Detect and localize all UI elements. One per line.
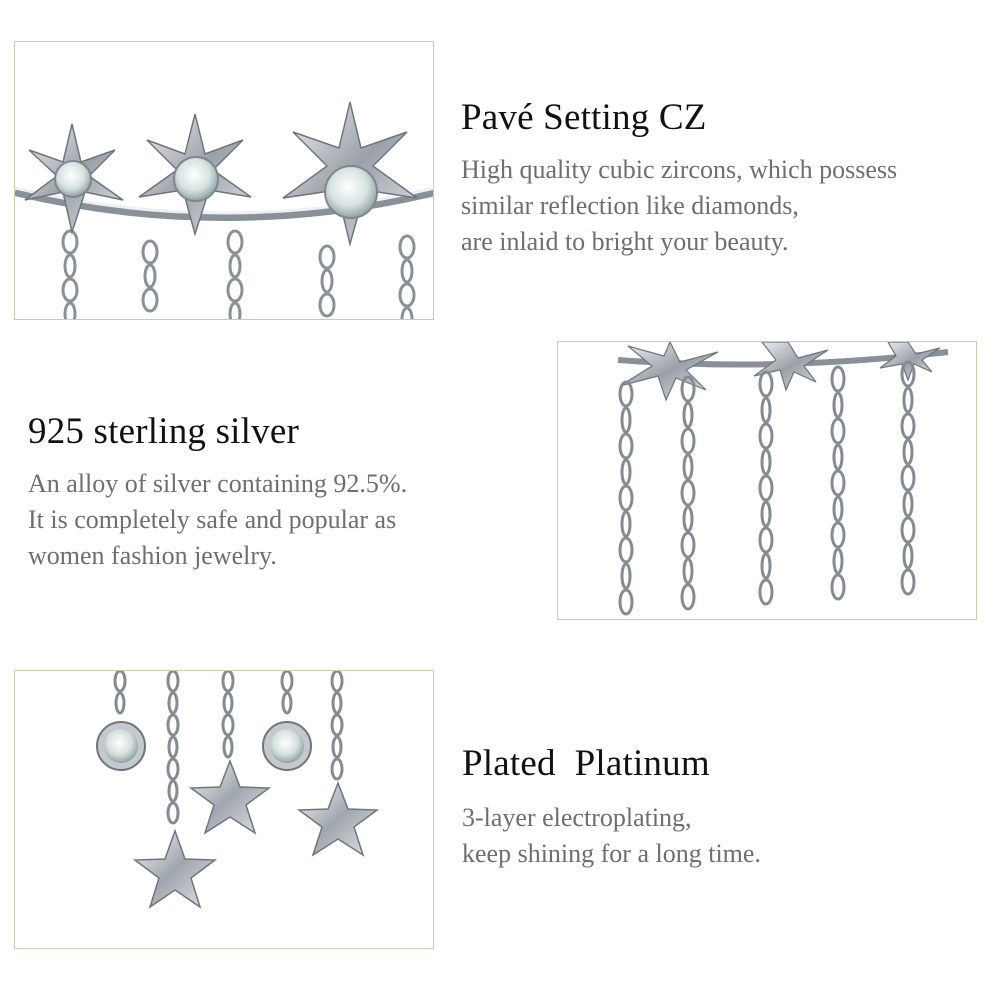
star-stone-1 bbox=[25, 124, 123, 232]
cz-stars-illustration bbox=[15, 42, 434, 320]
chain bbox=[63, 231, 77, 320]
star-charm-2 bbox=[191, 761, 269, 833]
body-line: women fashion jewelry. bbox=[28, 541, 277, 570]
product-photo-star-drops bbox=[14, 670, 434, 949]
body-line: High quality cubic zircons, which possess bbox=[461, 155, 898, 184]
round-stone-left bbox=[97, 722, 145, 770]
section-body-pave bbox=[461, 152, 897, 260]
body-line: keep shining for a long time. bbox=[462, 839, 761, 868]
product-photo-silver-chains bbox=[557, 341, 977, 620]
section-body-silver bbox=[28, 466, 407, 574]
product-photo-cz-stars bbox=[14, 41, 434, 320]
silver-chains-illustration bbox=[558, 342, 977, 620]
star-stone-3 bbox=[283, 102, 417, 244]
body-line: It is completely safe and popular as bbox=[28, 505, 397, 534]
section-heading-pave: Pavé Setting CZ bbox=[461, 97, 707, 138]
star-charm-3 bbox=[299, 783, 377, 855]
body-line: An alloy of silver containing 92.5%. bbox=[28, 469, 408, 498]
section-heading-platinum: Plated Platinum bbox=[462, 743, 710, 784]
section-heading-silver: 925 sterling silver bbox=[28, 411, 299, 452]
section-body-platinum bbox=[462, 800, 761, 872]
round-stone-right bbox=[263, 722, 311, 770]
body-line: are inlaid to bright your beauty. bbox=[461, 227, 789, 256]
star-charm-1 bbox=[135, 831, 215, 907]
star-drops-illustration bbox=[15, 671, 434, 949]
body-line: similar reflection like diamonds, bbox=[461, 191, 799, 220]
body-line: 3-layer electroplating, bbox=[462, 803, 692, 832]
